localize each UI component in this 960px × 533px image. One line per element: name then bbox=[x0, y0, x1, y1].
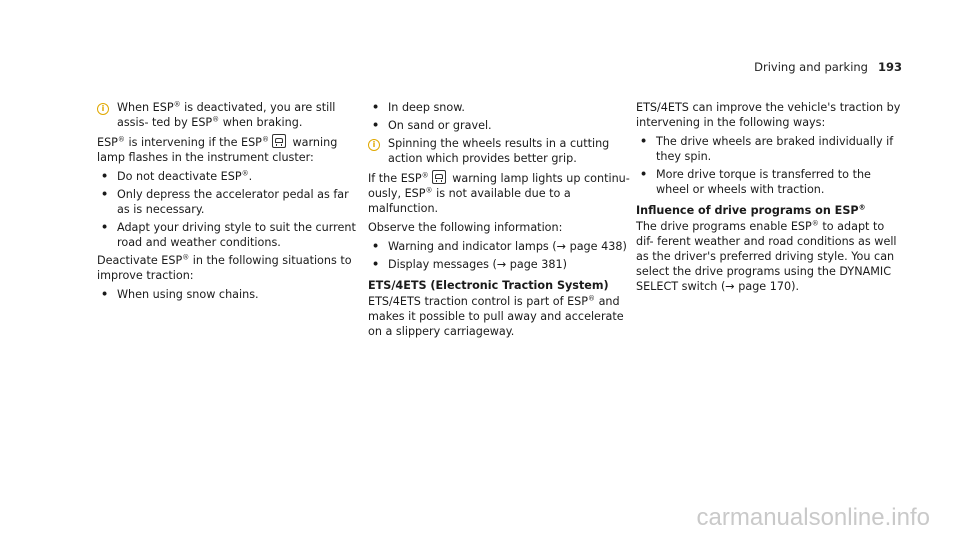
paragraph: The drive programs enable ESP® to adapt to dif- ferent weather and road conditions as well as the driver's preferred driving style. You can select the drive programs using the DYNAMIC SELECT switch (→ page 170). bbox=[636, 219, 897, 293]
list-item: • Adapt your driving style to suit the current road and weather conditions. bbox=[101, 221, 356, 249]
note-block bbox=[368, 136, 630, 166]
column-2 bbox=[368, 100, 630, 343]
list-item: • In deep snow. bbox=[372, 101, 465, 114]
note-text: When ESP® is deactivated, you are still assis- ted by ESP® when braking. bbox=[117, 100, 336, 129]
section-heading: Influence of drive programs on ESP® bbox=[636, 203, 866, 217]
info-icon: i bbox=[368, 139, 380, 151]
column-3 bbox=[636, 100, 904, 298]
column-1 bbox=[97, 100, 359, 305]
esp-warning-icon bbox=[272, 134, 286, 148]
list-item: • Warning and indicator lamps (→ page 438) bbox=[372, 240, 627, 253]
list-item: • When using snow chains. bbox=[101, 288, 259, 301]
note-block bbox=[97, 100, 359, 130]
paragraph: ETS/4ETS traction control is part of ESP® and makes it possible to pull away and accelerate on a slippery carriageway. bbox=[368, 294, 624, 338]
note-text: Spinning the wheels results in a cutting action which provides better grip. bbox=[388, 137, 610, 165]
page-number: 193 bbox=[877, 60, 902, 74]
page-header bbox=[754, 60, 902, 75]
paragraph: Observe the following information: bbox=[368, 221, 563, 234]
list-item: • More drive torque is transferred to the wheel or wheels with traction. bbox=[640, 168, 871, 196]
info-icon: i bbox=[97, 103, 109, 115]
list-item: • On sand or gravel. bbox=[372, 119, 492, 132]
watermark: carmanualsonline.info bbox=[696, 504, 930, 531]
section-title: Driving and parking bbox=[754, 60, 868, 74]
list-item: • Display messages (→ page 381) bbox=[372, 258, 567, 271]
section-heading: ETS/4ETS (Electronic Traction System) bbox=[368, 279, 609, 292]
paragraph: ETS/4ETS can improve the vehicle's traction by intervening in the following ways: bbox=[636, 101, 901, 129]
paragraph: If the ESP® warning lamp lights up continu- ously, ESP® is not available due to a malfunction. bbox=[368, 171, 630, 215]
esp-warning-icon bbox=[432, 170, 446, 184]
paragraph: Deactivate ESP® in the following situations to improve traction: bbox=[97, 253, 352, 282]
paragraph: ESP® is intervening if the ESP® warning lamp flashes in the instrument cluster: bbox=[97, 135, 338, 164]
list-item: • The drive wheels are braked individually if they spin. bbox=[640, 135, 894, 163]
list-item: • Do not deactivate ESP®. bbox=[101, 169, 253, 183]
list-item: • Only depress the accelerator pedal as far as is necessary. bbox=[101, 188, 349, 216]
